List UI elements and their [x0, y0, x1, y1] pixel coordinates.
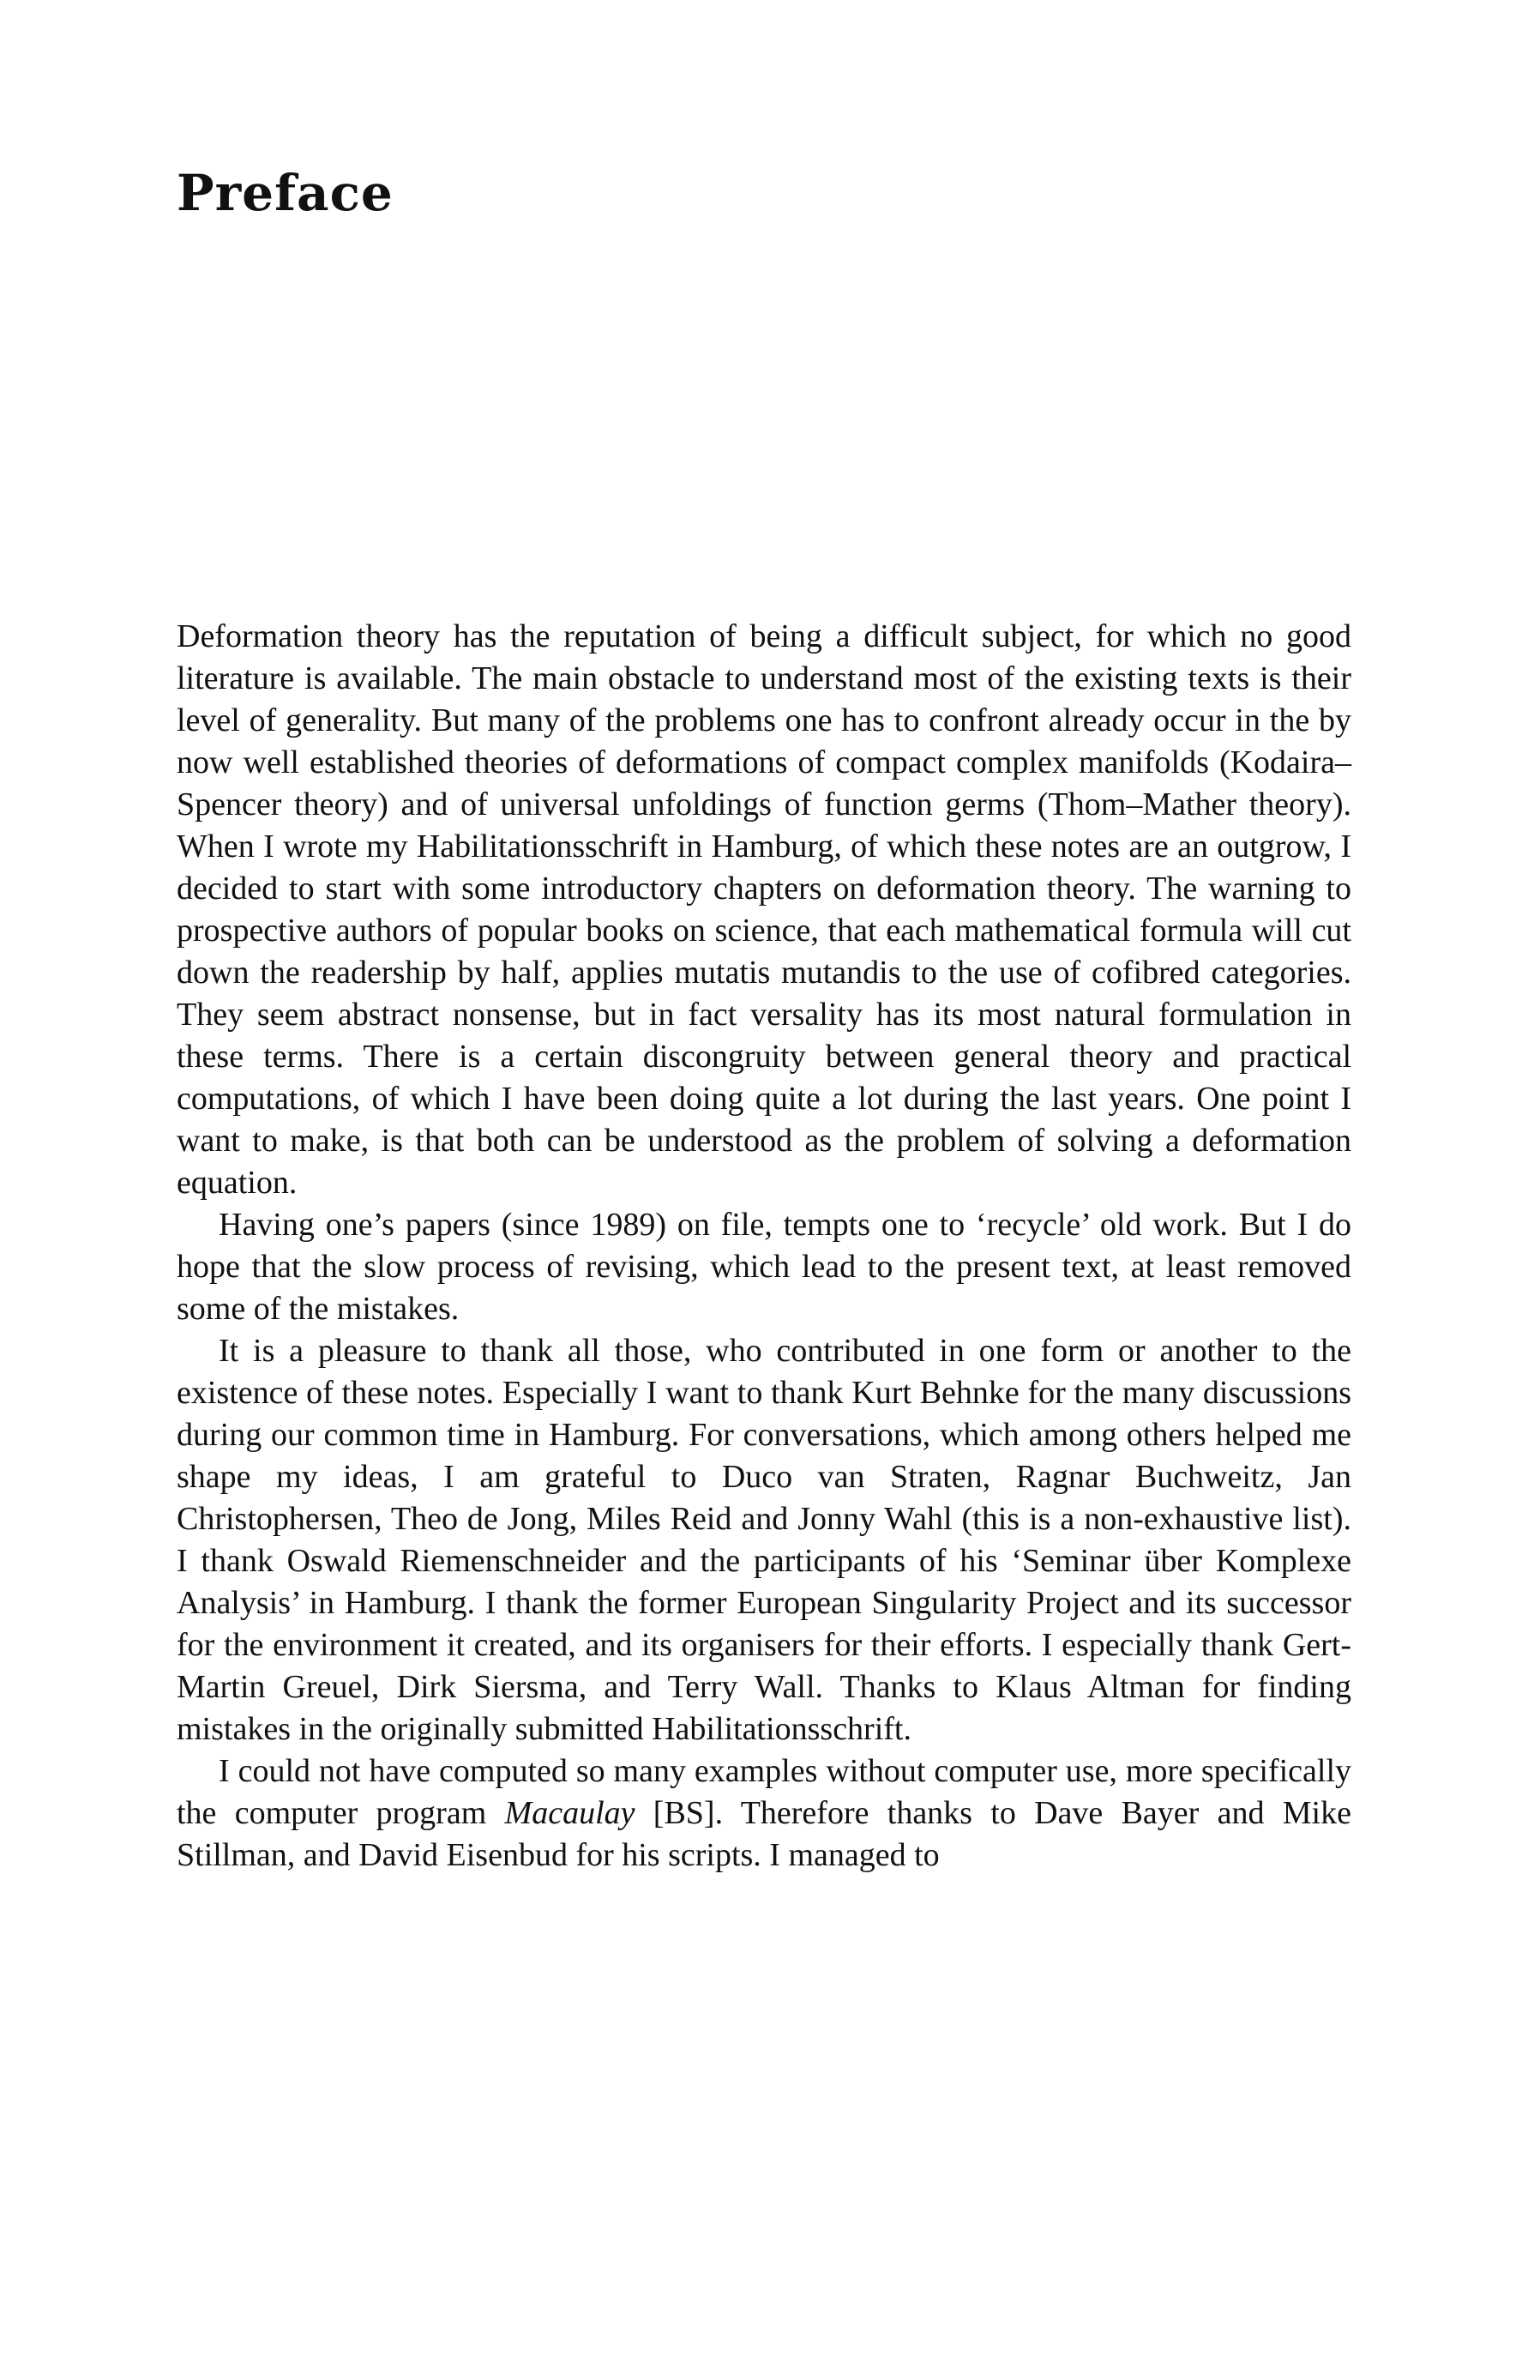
program-name: Macaulay: [504, 1795, 635, 1831]
chapter-title: Preface: [177, 164, 394, 222]
preface-body: [177, 616, 1351, 1877]
paragraph-4: [177, 1750, 1351, 1877]
paragraph-2: Having one’s papers (since 1989) on file, tempts one to ‘recycle’ old work. But I do hope that the slow process of revising, which lead to the present text, at least removed some of the mistakes.: [177, 1207, 1351, 1327]
paragraph-4-text-before: I could not have computed so many examples without computer use, more specifically the computer program: [177, 1753, 1351, 1831]
paragraph-4-text-after: [BS]. Therefore thanks to Dave Bayer and Mike Stillman, and David Eisenbud for his scripts. I managed to: [177, 1795, 1351, 1873]
paragraph-3: It is a pleasure to thank all those, who contributed in one form or another to the existence of these notes. Especially I want to thank Kurt Behnke for the many discussions during our common time in Hamburg. For conversations, which among others helped me shape my ideas, I am grateful to Duco van Straten, Ragnar Buchweitz, Jan Christophersen, Theo de Jong, Miles Reid and Jonny Wahl (this is a non-exhaustive list). I thank Oswald Riemenschneider and the participants of his ‘Seminar über Komplexe Analysis’ in Hamburg. I thank the former European Singularity Project and its successor for the environment it created, and its organisers for their efforts. I especially thank Gert-Martin Greuel, Dirk Siersma, and Terry Wall. Thanks to Klaus Altman for finding mistakes in the originally submitted Habilitationsschrift.: [177, 1333, 1351, 1747]
paragraph-1: Deformation theory has the reputation of being a difficult subject, for which no good literature is available. The main obstacle to understand most of the existing texts is their level of generality. But many of the problems one has to confront already occur in the by now well established theories of deformations of compact complex manifolds (Kodaira–Spencer theory) and of universal unfoldings of function germs (Thom–Mather theory). When I wrote my Habilitationsschrift in Hamburg, of which these notes are an outgrow, I decided to start with some introductory chapters on deformation theory. The warning to prospective authors of popular books on science, that each mathematical formula will cut down the readership by half, applies mutatis mutandis to the use of cofibred categories. They seem abstract nonsense, but in fact versality has its most natural formulation in these terms. There is a certain discongruity between general theory and practical computations, of which I have been doing quite a lot during the last years. One point I want to make, is that both can be understood as the problem of solving a deformation equation.: [177, 618, 1351, 1201]
